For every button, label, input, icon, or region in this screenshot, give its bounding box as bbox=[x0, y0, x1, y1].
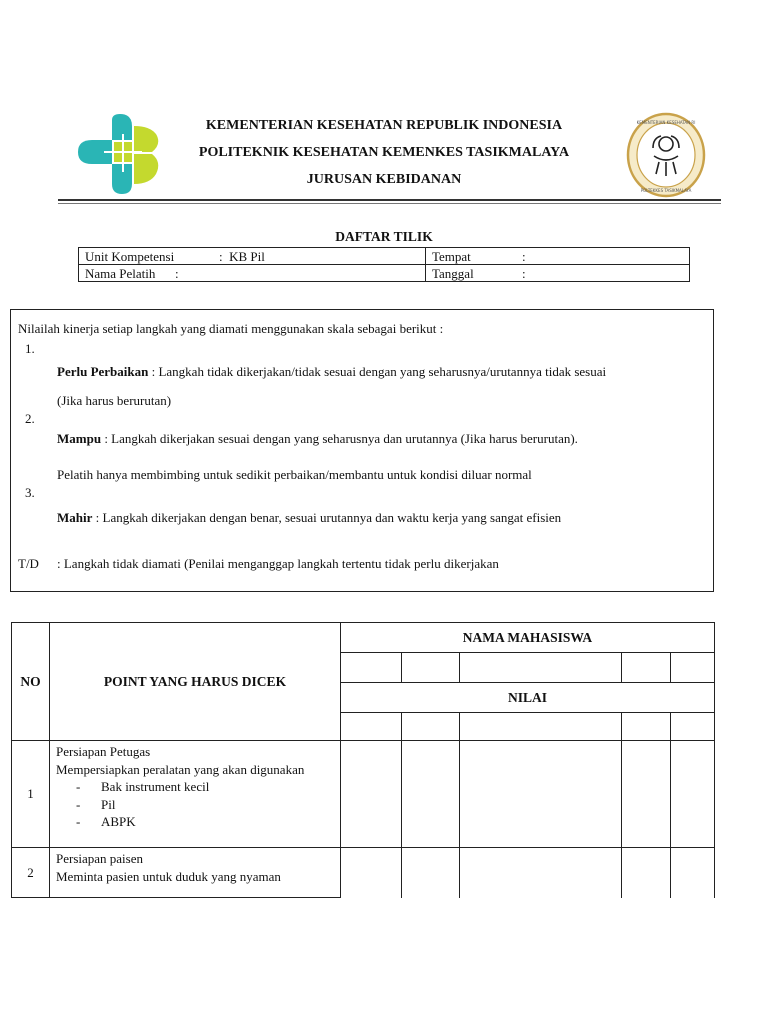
pelatih-sep: : bbox=[175, 265, 179, 281]
scale-number-1: 1. bbox=[25, 341, 35, 356]
score-cell[interactable] bbox=[671, 848, 715, 898]
score-header-cell[interactable] bbox=[671, 713, 715, 741]
info-table bbox=[78, 247, 690, 282]
header-rule-thin bbox=[58, 203, 721, 204]
row-desc: Meminta pasien untuk duduk yang nyaman bbox=[56, 868, 281, 884]
nama-pelatih-cell bbox=[79, 265, 426, 282]
instruction-box bbox=[10, 309, 714, 592]
tanggal-label: Tanggal bbox=[432, 265, 474, 281]
score-cell[interactable] bbox=[460, 848, 622, 898]
score-header-cell[interactable] bbox=[622, 713, 671, 741]
row-title: Persiapan paisen bbox=[56, 851, 144, 866]
scale-3-label: Mahir bbox=[57, 510, 93, 525]
tempat-cell bbox=[426, 248, 690, 265]
scale-2-text bbox=[57, 431, 578, 446]
student-cell[interactable] bbox=[341, 653, 402, 683]
student-cell[interactable] bbox=[622, 653, 671, 683]
tanggal-sep: : bbox=[522, 265, 526, 281]
student-cell[interactable] bbox=[402, 653, 460, 683]
row-point bbox=[50, 848, 341, 898]
bullet-item: - ABPK bbox=[76, 814, 136, 829]
header-ministry: KEMENTERIAN KESEHATAN REPUBLIK INDONESIA bbox=[205, 118, 563, 133]
score-cell[interactable] bbox=[402, 848, 460, 898]
scale-3-text bbox=[57, 510, 561, 525]
header-department: JURUSAN KEBIDANAN bbox=[306, 172, 462, 187]
unit-kompetensi-cell bbox=[79, 248, 426, 265]
row-number: 2 bbox=[12, 848, 50, 898]
row-title: Persiapan Petugas bbox=[56, 744, 151, 759]
table-row bbox=[12, 741, 715, 848]
student-cell[interactable] bbox=[671, 653, 715, 683]
header-nama-mahasiswa: NAMA MAHASISWA bbox=[341, 623, 715, 653]
header-point: POINT YANG HARUS DICEK bbox=[50, 623, 341, 741]
scale-1-desc: : Langkah tidak dikerjakan/tidak sesuai dengan yang seharusnya/urutannya tidak sesuai bbox=[148, 364, 607, 379]
td-text: : Langkah tidak diamati (Penilai menganggap langkah tertentu tidak perlu dikerjakan bbox=[57, 556, 499, 571]
bullet-item: - Pil bbox=[76, 796, 116, 812]
instruction-intro: Nilailah kinerja setiap langkah yang diamati menggunakan skala sebagai berikut : bbox=[18, 321, 444, 336]
score-cell[interactable] bbox=[460, 741, 622, 848]
score-header-cell[interactable] bbox=[341, 713, 402, 741]
row-point bbox=[50, 741, 341, 848]
scale-3-desc: : Langkah dikerjakan dengan benar, sesuai urutannya dan waktu kerja yang sangat efisien bbox=[92, 510, 562, 525]
tanggal-cell bbox=[426, 265, 690, 282]
header-rule bbox=[58, 199, 721, 201]
scale-1-label: Perlu Perbaikan bbox=[57, 364, 149, 379]
score-header-cell[interactable] bbox=[460, 713, 622, 741]
table-row bbox=[12, 848, 715, 898]
score-cell[interactable] bbox=[622, 741, 671, 848]
document-title: DAFTAR TILIK bbox=[335, 229, 433, 244]
pelatih-label: Nama Pelatih bbox=[85, 265, 156, 281]
bullet-item: - Bak instrument kecil bbox=[76, 779, 210, 794]
checklist-table bbox=[11, 622, 715, 898]
scale-1-text bbox=[57, 364, 606, 379]
student-cell[interactable] bbox=[460, 653, 622, 683]
scale-2-cont: Pelatih hanya membimbing untuk sedikit perbaikan/membantu untuk kondisi diluar normal bbox=[57, 467, 532, 482]
tempat-label: Tempat bbox=[432, 248, 471, 264]
svg-text:KEMENTERIAN KESEHATAN RI: KEMENTERIAN KESEHATAN RI bbox=[636, 120, 696, 125]
header-institution: POLITEKNIK KESEHATAN KEMENKES TASIKMALAYA bbox=[198, 145, 570, 160]
score-cell[interactable] bbox=[341, 741, 402, 848]
score-header-cell[interactable] bbox=[402, 713, 460, 741]
header-nilai: NILAI bbox=[341, 683, 715, 713]
score-cell[interactable] bbox=[671, 741, 715, 848]
header-no: NO bbox=[12, 623, 50, 741]
td-label: T/D bbox=[18, 556, 39, 571]
scale-2-label: Mampu bbox=[57, 431, 102, 446]
row-desc: Mempersiapkan peralatan yang akan digunakan bbox=[56, 761, 305, 777]
scale-2-desc: : Langkah dikerjakan sesuai dengan yang seharusnya dan urutannya (Jika harus berurutan). bbox=[101, 431, 578, 446]
score-cell[interactable] bbox=[341, 848, 402, 898]
tempat-sep: : bbox=[522, 248, 526, 264]
unit-label: Unit Kompetensi bbox=[85, 248, 175, 264]
unit-value: KB Pil bbox=[229, 248, 265, 264]
scale-number-2: 2. bbox=[25, 411, 35, 426]
unit-sep: : bbox=[219, 248, 223, 264]
score-cell[interactable] bbox=[622, 848, 671, 898]
score-cell[interactable] bbox=[402, 741, 460, 848]
svg-text:POLTEKKES TASIKMALAYA: POLTEKKES TASIKMALAYA bbox=[640, 188, 692, 193]
scale-1-cont: (Jika harus berurutan) bbox=[57, 393, 172, 408]
row-number: 1 bbox=[12, 741, 50, 848]
scale-number-3: 3. bbox=[25, 485, 35, 500]
